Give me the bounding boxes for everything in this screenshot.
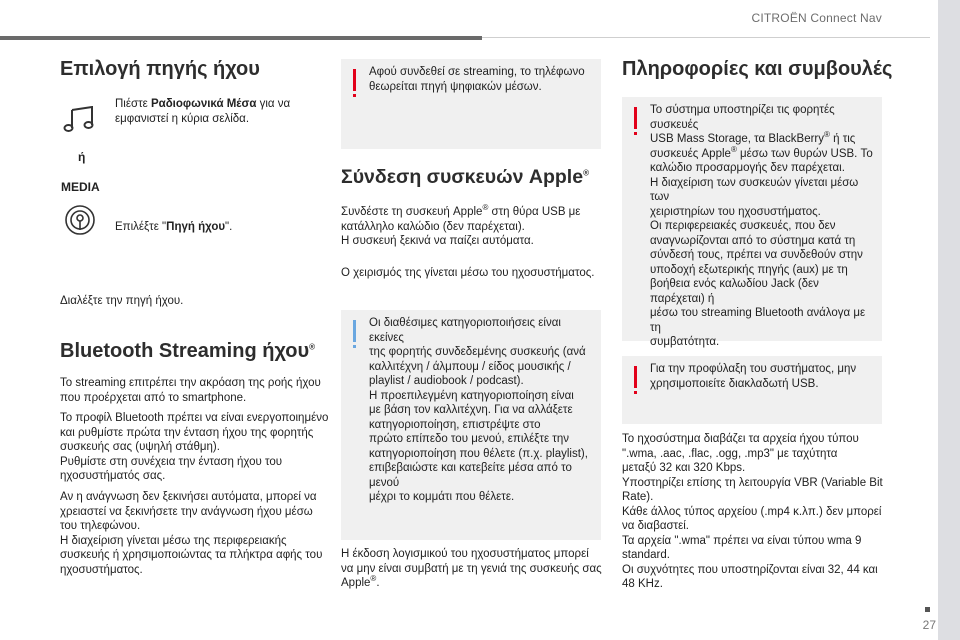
bt-paragraph-2: Το προφίλ Bluetooth πρέπει να είναι ενεργοποιημένο και ρυθμίστε πρώτα την ένταση ήχου της φορητής συσκευής σας (υψηλή στάθμη). Ρυθμίστε στη συνέχεια την ένταση ήχου του ηχοσυστήματός σας.	[60, 412, 329, 482]
info-note-categories	[341, 310, 601, 540]
page-edge-strip	[938, 0, 960, 640]
warning-note-text: Αφού συνδεθεί σε streaming, το τηλέφωνο θεωρείται πηγή ψηφιακών μέσων.	[369, 66, 585, 93]
warning-note-usb-text: Το σύστημα υποστηρίζει τις φορητές συσκευές USB Mass Storage, τα BlackBerry® ή τις συσκευές Apple® μέσω των θυρών USB. Το καλώδιο προσαρμογής δεν παρέχεται. Η διαχείριση των συσκευών γίνεται μέσω των χειριστηρίων του ηχοσυστήματος. Οι περιφερειακές συσκευές, που δεν αναγνωρίζονται από το σύστημα κατά τη σύνδεσή τους, πρέπει να συνδεθούν στην υποδοχή εξωτερικής πηγής (aux) με τη βοήθεια ενός καλωδίου Jack (δεν παρέχεται) ή μέσω του streaming Bluetooth ανάλογα με τη συμβατότητα.	[650, 104, 873, 348]
section-title-bluetooth: Bluetooth Streaming ήχου®	[60, 340, 315, 362]
info-icon	[353, 320, 356, 342]
warning-note-usb-hub	[622, 356, 882, 424]
warning-icon	[634, 366, 637, 388]
header-bar	[0, 36, 482, 40]
apple-paragraph-3: Η έκδοση λογισμικού του ηχοσυστήματος μπορεί να μην είναι συμβατή με τη γενιά της συσκευής σας Apple®.	[341, 548, 602, 589]
warning-note-usb-devices	[622, 97, 882, 348]
step2-text: Επιλέξτε "Πηγή ήχου".	[115, 221, 233, 233]
bt-paragraph-3: Αν η ανάγνωση δεν ξεκινήσει αυτόματα, μπορεί να χρειαστεί να ξεκινήσετε την ανάγνωση ήχου μέσω του τηλεφώνου. Η διαχείριση γίνεται μέσω της περιφερειακής συσκευής ή χρησιμοποιώντας τα πλήκτρα αφής του ηχοσυστήματος.	[60, 491, 323, 576]
bt-paragraph-1: Το streaming επιτρέπει την ακρόαση της ροής ήχου που προέρχεται από το smartphone.	[60, 377, 321, 404]
apple-paragraph-2: Ο χειρισμός της γίνεται μέσω του ηχοσυστήματος.	[341, 267, 595, 279]
warning-icon	[634, 107, 637, 129]
select-source-text: Διαλέξτε την πηγή ήχου.	[60, 295, 184, 307]
warning-note-hub-text: Για την προφύλαξη του συστήματος, μην χρησιμοποιείτε διακλαδωτή USB.	[650, 363, 857, 390]
section-title-audio-source: Επιλογή πηγής ήχου	[60, 58, 260, 80]
section-title-tips: Πληροφορίες και συμβουλές	[622, 58, 893, 80]
section-title-apple: Σύνδεση συσκευών Apple®	[341, 166, 589, 188]
audio-source-icon	[63, 203, 97, 237]
info-note-text: Οι διαθέσιμες κατηγοριοποιήσεις είναι εκείνες της φορητής συνδεδεμένης συσκευής (ανά καλλιτέχνη / άλμπουμ / είδος μουσικής / playlist / audiobook / podcast). Η προεπιλεγμένη κατηγοριοποίηση είναι με βάση τον καλλιτέχνη. Για να αλλάξετε κατηγοριοποίηση, επιστρέψτε στο πρώτο επίπεδο του μενού, επιλέξτε την κατηγοριοποίηση που θέλετε (π.χ. playlist), επιβεβαιώστε και κατεβείτε μέσα από το μενού μέχρι το κομμάτι που θέλετε.	[369, 317, 588, 503]
page-number: 27	[922, 618, 936, 632]
header-rule	[482, 37, 930, 38]
or-label: ή	[78, 150, 86, 164]
step1-text: Πιέστε Ραδιοφωνικά Μέσα για να εμφανιστεί η κύρια σελίδα.	[115, 98, 291, 125]
audio-formats-paragraph: Το ηχοσύστημα διαβάζει τα αρχεία ήχου τύπου ".wma, .aac, .flac, .ogg, .mp3" με ταχύτητα μεταξύ 32 και 320 Kbps. Υποστηρίζει επίσης τη λειτουργία VBR (Variable Bit Rate). Κάθε άλλος τύπος αρχείου (.mp4 κ.λπ.) δεν μπορεί να διαβαστεί. Τα αρχεία ".wma" πρέπει να είναι τύπου wma 9 standard. Οι συχνότητες που υποστηρίζονται είναι 32, 44 και 48 KHz.	[622, 433, 883, 590]
header-title: CITROËN Connect Nav	[751, 11, 882, 25]
music-note-icon	[62, 106, 98, 132]
apple-paragraph-1: Συνδέστε τη συσκευή Apple® στη θύρα USB με κατάλληλο καλώδιο (δεν παρέχεται). Η συσκευή ξεκινά να παίζει αυτόματα.	[341, 203, 581, 247]
page-marker	[925, 607, 930, 612]
warning-note-streaming	[341, 59, 601, 149]
media-label: MEDIA	[61, 180, 100, 194]
warning-icon	[353, 69, 356, 91]
